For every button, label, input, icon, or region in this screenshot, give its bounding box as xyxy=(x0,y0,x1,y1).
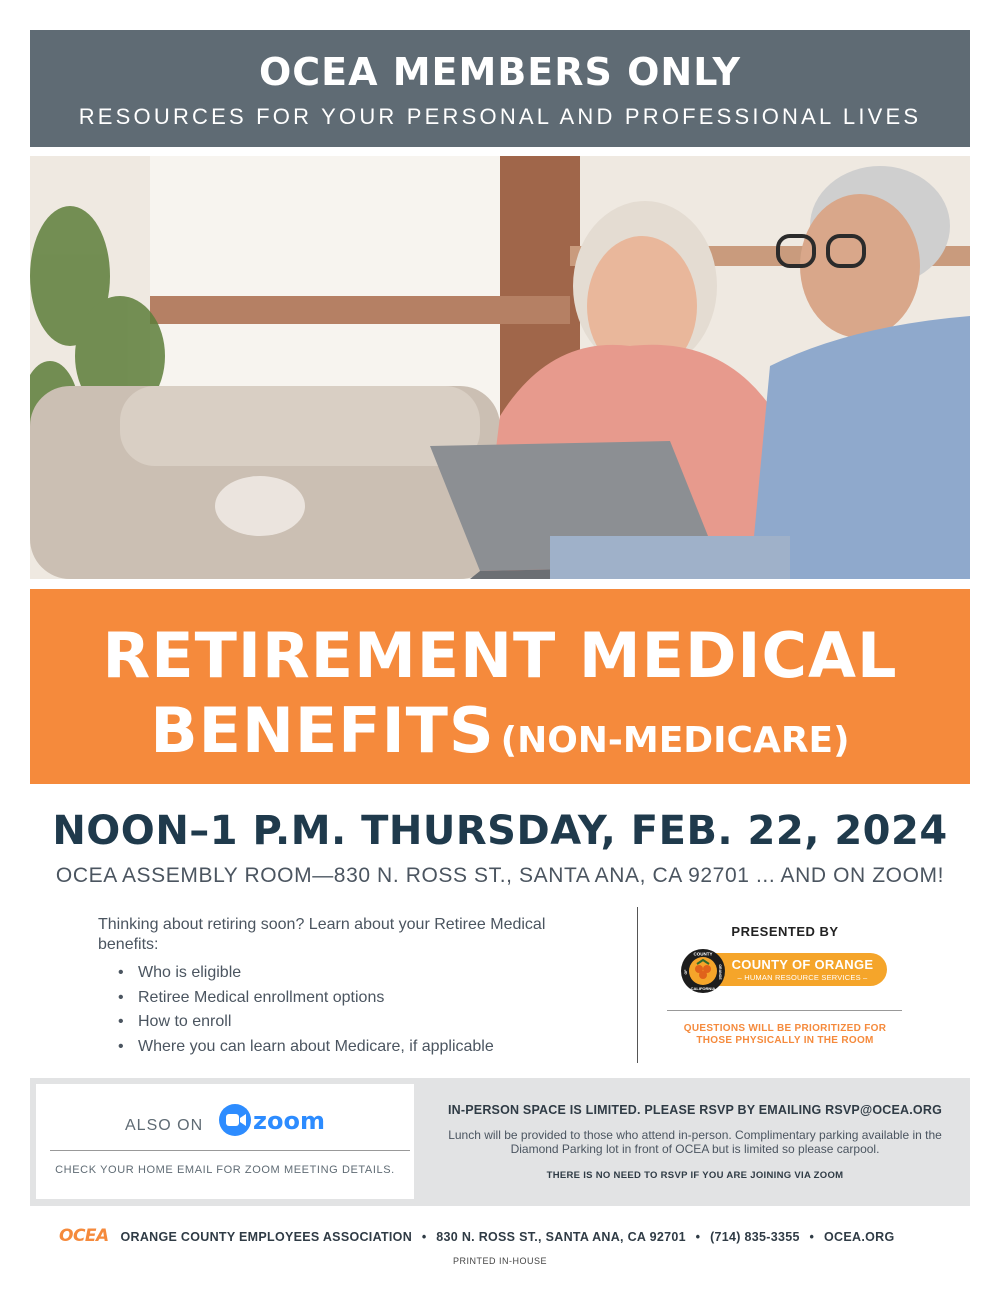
zoom-divider xyxy=(50,1150,410,1151)
county-department: – HUMAN RESOURCE SERVICES – xyxy=(737,973,868,982)
county-logo-pill xyxy=(700,953,887,986)
event-location: OCEA ASSEMBLY ROOM—830 N. ROSS ST., SANTA ANA, CA 92701 ... AND ON ZOOM! xyxy=(55,864,945,887)
hero-photo xyxy=(30,156,970,579)
presenter-divider xyxy=(667,1010,902,1011)
zoom-logo xyxy=(218,1103,328,1137)
presented-by-heading: PRESENTED BY xyxy=(731,924,839,939)
list-item: • Where you can learn about Medicare, if applicable xyxy=(118,1038,494,1063)
printed-note: PRINTED IN-HOUSE xyxy=(452,1256,547,1266)
event-title-line2: BENEFITS xyxy=(150,694,495,767)
footer-separator: • xyxy=(695,1230,701,1244)
footer-phone: (714) 835-3355 xyxy=(710,1230,800,1244)
footer xyxy=(59,1226,959,1246)
rsvp-heading: IN-PERSON SPACE IS LIMITED. PLEASE RSVP BY EMAILING RSVP@OCEA.ORG xyxy=(447,1103,942,1117)
svg-text:COUNTY: COUNTY xyxy=(693,951,713,957)
rsvp-body: Lunch will be provided to those who attend in-person. Complimentary parking available in the Diamond Parking lot in front of OCEA but is limited so please carpool. xyxy=(448,1128,942,1156)
details-intro: Thinking about retiring soon? Learn about your Retiree Medical benefits: xyxy=(98,916,546,953)
footer-address: 830 N. ROSS ST., SANTA ANA, CA 92701 xyxy=(436,1230,686,1244)
also-on-label: ALSO ON xyxy=(125,1117,204,1134)
ocea-logo: OCEA xyxy=(59,1226,109,1246)
event-datetime: NOON–1 P.M. THURSDAY, FEB. 22, 2024 xyxy=(52,808,948,854)
county-seal-icon xyxy=(680,948,726,994)
svg-text:ORANGE: ORANGE xyxy=(718,964,722,980)
details-bullet-list xyxy=(118,964,494,1062)
zoom-note: CHECK YOUR HOME EMAIL FOR ZOOM MEETING DETAILS. xyxy=(55,1164,395,1176)
footer-separator: • xyxy=(809,1230,815,1244)
banner-subtitle: RESOURCES FOR YOUR PERSONAL AND PROFESSIONAL LIVES xyxy=(78,104,922,129)
banner-title: OCEA MEMBERS ONLY xyxy=(258,50,742,94)
questions-note: QUESTIONS WILL BE PRIORITIZED FOR THOSE PHYSICALLY IN THE ROOM xyxy=(683,1023,887,1046)
footer-separator: • xyxy=(421,1230,427,1244)
vertical-divider xyxy=(637,907,638,1063)
list-item: • How to enroll xyxy=(118,1013,494,1038)
footer-org: ORANGE COUNTY EMPLOYEES ASSOCIATION xyxy=(120,1230,413,1244)
event-title-box xyxy=(30,589,970,784)
svg-text:CALIFORNIA: CALIFORNIA xyxy=(690,986,716,991)
footer-website[interactable]: OCEA.ORG xyxy=(824,1230,895,1244)
zoom-card xyxy=(36,1084,414,1199)
svg-text:OF: OF xyxy=(684,969,688,975)
zoom-camera-icon xyxy=(219,1104,251,1136)
rsvp-note: THERE IS NO NEED TO RSVP IF YOU ARE JOINING VIA ZOOM xyxy=(546,1170,844,1181)
county-name: COUNTY OF ORANGE xyxy=(731,957,874,972)
hero-photo-illustration xyxy=(30,156,970,579)
svg-text:zoom: zoom xyxy=(253,1107,325,1135)
list-item: • Retiree Medical enrollment options xyxy=(118,989,494,1014)
event-title-suffix: (NON-MEDICARE) xyxy=(500,720,850,761)
event-title-line1: RETIREMENT MEDICAL xyxy=(102,619,898,692)
list-item: • Who is eligible xyxy=(118,964,494,989)
event-title-line2-wrap xyxy=(30,694,970,767)
top-banner xyxy=(30,30,970,147)
